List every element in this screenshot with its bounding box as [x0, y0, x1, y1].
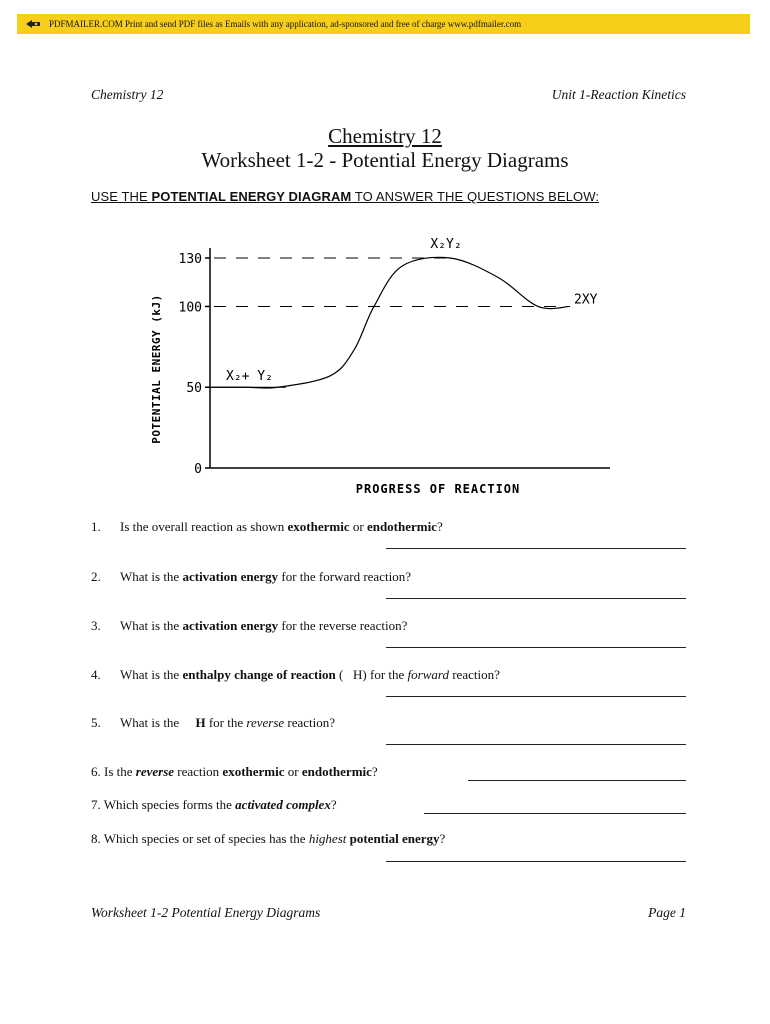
question-text-part: highest: [308, 831, 347, 846]
question-text-part: What is the: [120, 667, 183, 682]
activated-complex-label: X₂Y₂: [430, 237, 462, 252]
question-text-part: exothermic: [287, 519, 350, 534]
question-text-part: endothermic: [301, 764, 372, 779]
banner-text: PDFMAILER.COM Print and send PDF files as Emails with any application, ad-sponsored and free of charge www.pdfmailer.com: [49, 19, 522, 29]
question-text-part: 7. Which species forms the: [91, 797, 236, 812]
answer-blank-4[interactable]: [386, 696, 686, 697]
question-number: 4.: [91, 667, 101, 682]
question-emphasis: activated complex: [235, 797, 331, 812]
question-text-part: endothermic: [366, 519, 437, 534]
question-text-part: activation energy: [182, 618, 279, 633]
question-text-part: for the forward reaction?: [278, 569, 411, 584]
question-text-part: exothermic: [222, 764, 285, 779]
footer-page: Page 1: [648, 905, 686, 920]
answer-blank-1[interactable]: [386, 548, 686, 549]
x-axis-label: PROGRESS OF REACTION: [355, 482, 521, 496]
question-text-part: What is the: [120, 618, 183, 633]
question-number: 1.: [91, 519, 101, 534]
question-text: [120, 715, 335, 731]
question-text-part: enthalpy change of reaction: [182, 667, 336, 682]
answer-blank-5[interactable]: [386, 744, 686, 745]
question-8: [91, 831, 445, 847]
y-tick-label: 100: [178, 300, 202, 316]
question-number: 2.: [91, 569, 101, 584]
question-text-part: reaction?: [448, 667, 500, 682]
answer-blank-6[interactable]: [468, 780, 686, 781]
title-worksheet: Worksheet 1-2 - Potential Energy Diagrams: [201, 148, 569, 172]
question-text-part: reaction?: [284, 715, 336, 730]
pdfmailer-logo-icon: [25, 18, 41, 30]
question-text-part: or: [349, 519, 367, 534]
question-text-part: activation energy: [182, 569, 279, 584]
potential-energy-diagram: [140, 222, 620, 504]
answer-blank-3[interactable]: [386, 647, 686, 648]
question-text-part: ?: [437, 519, 443, 534]
pdfmailer-banner[interactable]: [17, 14, 750, 34]
question-7: [91, 797, 337, 813]
header-course: Chemistry 12: [91, 87, 164, 102]
question-text-part: 6. Is the: [91, 764, 136, 779]
y-tick-label: 50: [186, 381, 202, 397]
question-text-part: [136, 764, 174, 779]
answer-blank-7[interactable]: [424, 813, 686, 814]
reactants-label: X₂+ Y₂: [226, 369, 273, 385]
question-text-part: reverse: [246, 715, 285, 730]
question-text: [120, 618, 407, 634]
question-text-part: for the: [205, 715, 247, 730]
question-text-part: 8. Which species or set of species has the: [91, 831, 309, 846]
question-text: [120, 519, 443, 535]
question-text-part: ?: [371, 764, 378, 779]
footer-title: Worksheet 1-2 Potential Energy Diagrams: [91, 905, 321, 920]
question-text-part: potential energy: [349, 831, 440, 846]
answer-blank-8[interactable]: [386, 861, 686, 862]
header-unit: Unit 1-Reaction Kinetics: [551, 87, 686, 102]
question-text-part: forward: [407, 667, 449, 682]
question-text-part: for the reverse reaction?: [278, 618, 408, 633]
title-course: Chemistry 12: [328, 124, 442, 148]
y-axis-label: POTENTIAL ENERGY (kJ): [150, 294, 163, 444]
question-text-part: Is the overall reaction as shown: [120, 519, 288, 534]
answer-blank-2[interactable]: [386, 598, 686, 599]
question-number: 3.: [91, 618, 101, 633]
instruction-pre: USE THE: [91, 189, 152, 204]
question-text-part: ( H) for the: [335, 667, 408, 682]
y-tick-label: 130: [178, 252, 202, 267]
instruction: [91, 189, 599, 204]
question-text-part: H: [195, 715, 206, 730]
question-text-part: What is the: [120, 715, 196, 730]
question-text-part: or: [284, 764, 302, 779]
question-6: [91, 764, 378, 780]
question-text-part: What is the: [120, 569, 183, 584]
question-emphasis: reverse: [135, 764, 175, 779]
question-text-part: ?: [330, 797, 337, 812]
question-text-part: reaction: [174, 764, 223, 779]
question-text: [120, 667, 500, 683]
question-text-part: ?: [439, 831, 446, 846]
instruction-bold: POTENTIAL ENERGY DIAGRAM: [151, 189, 352, 204]
question-number: 5.: [91, 715, 101, 730]
question-text-part: [235, 797, 331, 812]
instruction-post: TO ANSWER THE QUESTIONS BELOW:: [351, 189, 600, 204]
products-label: 2XY: [574, 292, 598, 308]
question-text: [120, 569, 411, 585]
y-tick-label: 0: [194, 462, 202, 477]
